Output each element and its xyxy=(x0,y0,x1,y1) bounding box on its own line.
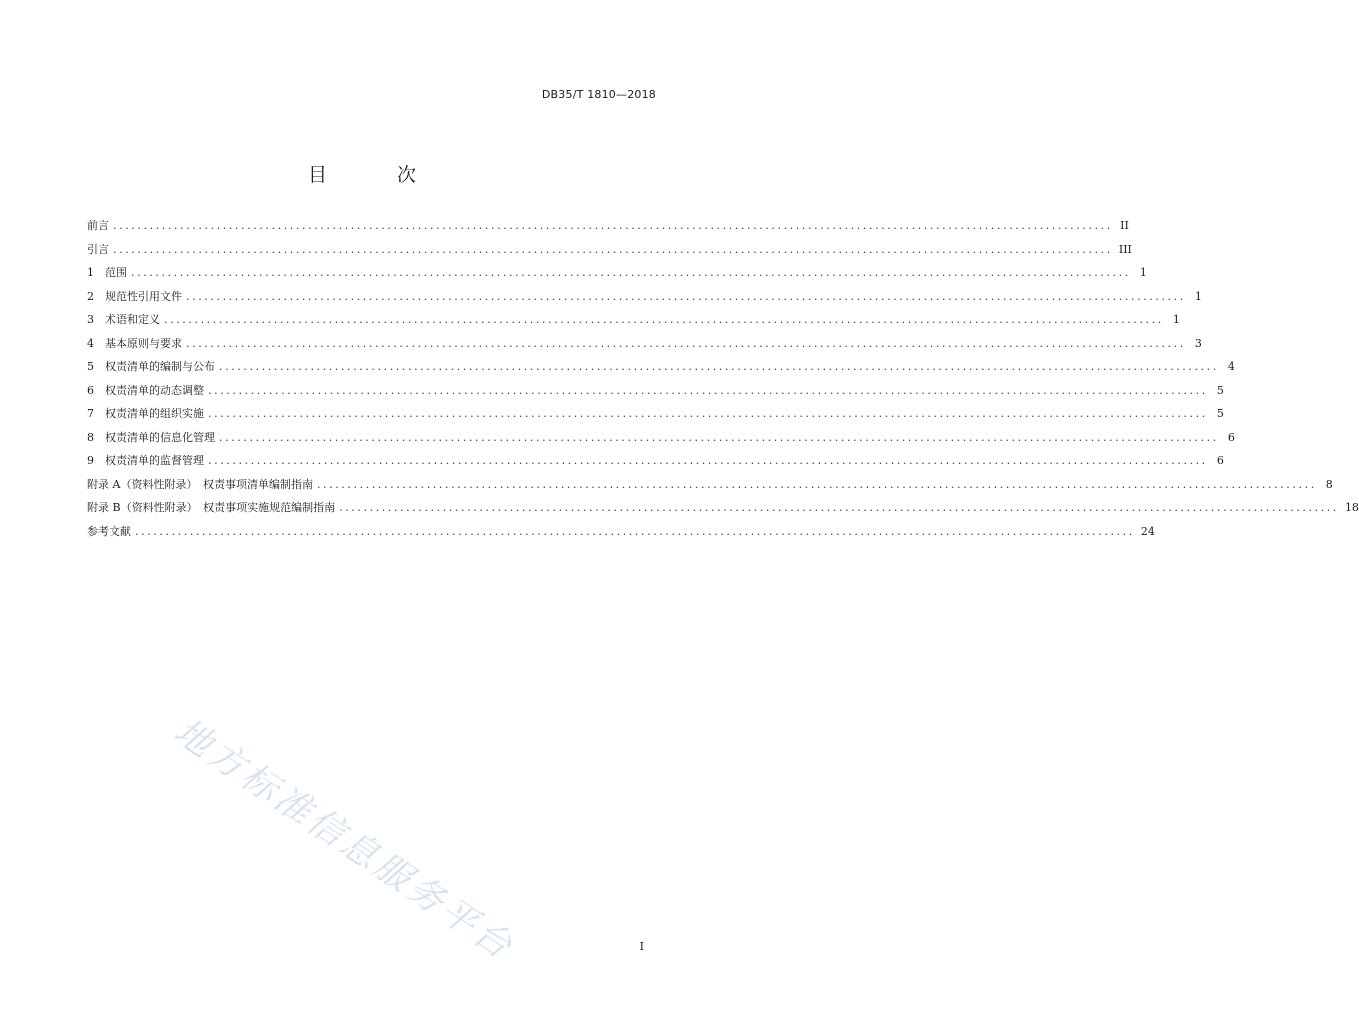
toc-entry-appendix-b[interactable] xyxy=(87,500,1359,524)
toc-label: 参考文献 xyxy=(87,524,131,538)
toc-leader: .................................................................................................................................................................... xyxy=(208,407,1208,420)
page-number: I xyxy=(639,940,644,953)
toc-leader: .................................................................................................................................................................... xyxy=(219,360,1219,373)
toc-number: 6 xyxy=(87,383,94,397)
toc-label: 附录 B（资料性附录） 权责事项实施规范编制指南 xyxy=(87,501,336,514)
toc-label: 权责清单的动态调整 xyxy=(105,383,204,397)
toc-number: 3 xyxy=(87,313,94,326)
toc-entry-2[interactable] xyxy=(87,289,1202,313)
toc-leader: .................................................................................................................................................................... xyxy=(131,266,1131,279)
toc-leader: .................................................................................................................................................................... xyxy=(186,336,1186,350)
toc-entry-5[interactable] xyxy=(87,359,1235,383)
toc-page: 24 xyxy=(1140,524,1155,538)
toc-entry-4[interactable] xyxy=(87,336,1202,360)
toc-leader: .................................................................................................................................................................... xyxy=(208,383,1208,397)
toc-page: 6 xyxy=(1216,454,1224,467)
toc-label: 引言 xyxy=(87,242,109,256)
toc-entry-3[interactable] xyxy=(87,312,1180,336)
toc-label: 权责清单的编制与公布 xyxy=(105,360,215,373)
toc-leader: .................................................................................................................................................................... xyxy=(208,454,1208,467)
toc-page: 18 xyxy=(1344,501,1359,514)
toc-leader: .................................................................................................................................................................... xyxy=(219,430,1219,444)
toc-label: 权责清单的信息化管理 xyxy=(105,430,215,444)
toc-page: 5 xyxy=(1216,407,1224,420)
toc-label: 规范性引用文件 xyxy=(105,289,182,303)
toc-number: 5 xyxy=(87,360,94,373)
toc-entry-references[interactable] xyxy=(87,524,1155,548)
toc-page: II xyxy=(1120,219,1129,232)
toc-page: 8 xyxy=(1325,477,1333,491)
toc-leader: .................................................................................................................................................................... xyxy=(113,219,1113,232)
toc-entry-1[interactable] xyxy=(87,265,1147,289)
toc-entry-8[interactable] xyxy=(87,430,1235,454)
toc-label: 权责清单的监督管理 xyxy=(105,454,204,467)
toc-number: 1 xyxy=(87,266,94,279)
toc-number: 8 xyxy=(87,430,94,444)
toc-entry-introduction[interactable] xyxy=(87,242,1132,266)
table-of-contents xyxy=(87,218,1359,547)
toc-page: 1 xyxy=(1194,289,1202,303)
toc-number: 2 xyxy=(87,289,94,303)
toc-entry-6[interactable] xyxy=(87,383,1224,407)
toc-label: 术语和定义 xyxy=(105,313,160,326)
toc-entry-9[interactable] xyxy=(87,453,1224,477)
toc-page: 4 xyxy=(1227,360,1235,373)
toc-number: 9 xyxy=(87,454,94,467)
toc-leader: .................................................................................................................................................................... xyxy=(164,313,1164,326)
document-code: DB35/T 1810—2018 xyxy=(541,88,656,101)
toc-label: 附录 A（资料性附录） 权责事项清单编制指南 xyxy=(87,477,313,491)
toc-label: 基本原则与要求 xyxy=(105,336,182,350)
toc-label: 权责清单的组织实施 xyxy=(105,407,204,420)
toc-label: 范围 xyxy=(105,266,127,279)
toc-page: 6 xyxy=(1227,430,1235,444)
toc-number: 4 xyxy=(87,336,94,350)
toc-number: 7 xyxy=(87,407,94,420)
toc-page: 1 xyxy=(1172,313,1180,326)
toc-entry-preface[interactable] xyxy=(87,218,1129,242)
toc-entry-appendix-a[interactable] xyxy=(87,477,1333,501)
toc-page: 5 xyxy=(1216,383,1224,397)
toc-page: 1 xyxy=(1139,266,1147,279)
toc-page: 3 xyxy=(1194,336,1202,350)
page-title: 目 次 xyxy=(307,164,449,186)
toc-leader: .................................................................................................................................................................... xyxy=(339,501,1339,514)
toc-page: III xyxy=(1118,242,1132,256)
toc-label: 前言 xyxy=(87,219,109,232)
toc-leader: .................................................................................................................................................................... xyxy=(113,242,1113,256)
toc-entry-7[interactable] xyxy=(87,406,1224,430)
toc-leader: .................................................................................................................................................................... xyxy=(186,289,1186,303)
toc-leader: .................................................................................................................................................................... xyxy=(135,524,1135,538)
watermark: 地方标准信息服务平台 xyxy=(166,710,522,969)
toc-leader: .................................................................................................................................................................... xyxy=(316,477,1317,491)
